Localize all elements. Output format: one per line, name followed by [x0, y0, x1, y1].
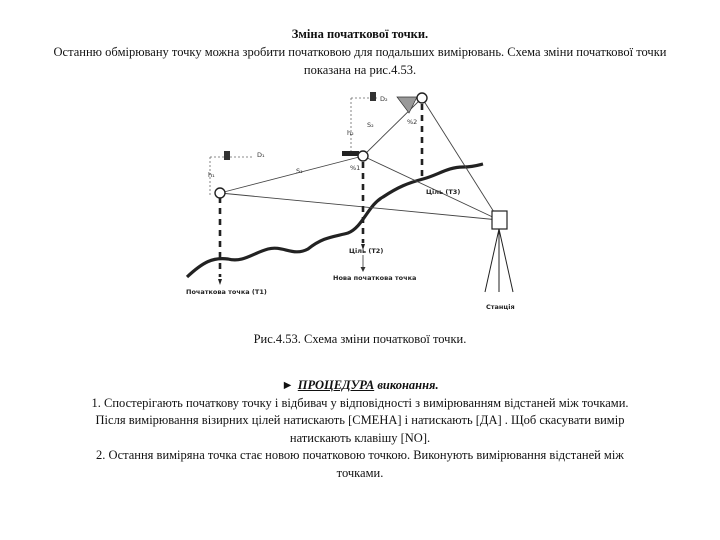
figure-diagram: [183, 87, 519, 315]
label-d2: D₂: [380, 95, 388, 103]
figure-caption: Рис.4.53. Схема зміни початкової точки.: [253, 332, 467, 346]
label-h2: h₂: [347, 129, 354, 137]
procedure-step1-line3: натискають клавішу [NO].: [289, 430, 431, 445]
label-pct2: %2: [407, 118, 418, 126]
procedure-marker-icon: ►: [281, 378, 294, 392]
procedure-heading-rest: виконання.: [374, 378, 439, 392]
procedure-step2-line2: точками.: [336, 465, 384, 480]
document-title: Зміна початкової точки.: [291, 27, 429, 41]
t2-slab: [342, 151, 359, 156]
intro-paragraph: Останню обмірювану точку можна зробити початковою для подальших вимірювань. Схема зміни початкової точки показана на рис.4.53.: [53, 45, 667, 77]
label-new-start-point: Нова початкова точка: [333, 274, 417, 282]
label-d1: D₁: [257, 151, 265, 159]
procedure-heading: [40, 377, 680, 395]
d2-marker: [370, 92, 376, 101]
label-station: Станція: [486, 303, 515, 311]
procedure-section: [40, 377, 680, 482]
label-s2: S₂: [367, 121, 374, 129]
label-start-point: Початкова точка (Т1): [186, 288, 267, 296]
label-s1: S₁: [296, 167, 303, 175]
label-target-t2: Ціль (Т2): [349, 247, 384, 255]
label-target-t3: Ціль (Т3): [426, 188, 461, 196]
label-h1: h₁: [208, 171, 215, 179]
d1-marker: [224, 151, 230, 160]
procedure-step1-line1: 1. Спостерігають початкову точку і відбивач у відповідності з вимірюванням відстаней між точками.: [91, 395, 629, 410]
procedure-heading-keyword: ПРОЦЕДУРА: [297, 378, 375, 392]
procedure-step2-line1: 2. Остання виміряна точка стає новою початковою точкою. Виконують вимірювання відстаней між: [96, 448, 624, 462]
procedure-step1-line2: Після вимірювання візирних цілей натискають [СМЕНА] і натискають [ДА] . Щоб скасувати вимір: [95, 413, 625, 427]
survey-scheme-diagram: [183, 87, 519, 315]
label-pct1: %1: [350, 164, 361, 172]
